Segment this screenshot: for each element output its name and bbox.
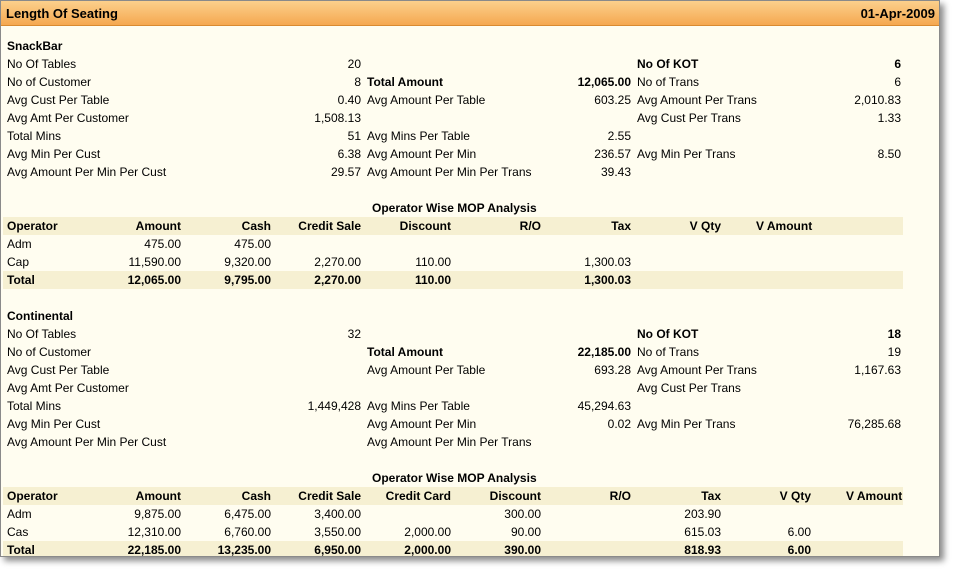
stat-value: 2,010.83 <box>854 93 901 107</box>
cell-amount: 12,065.00 <box>127 273 181 287</box>
col-header-vamount: V Amount <box>756 219 813 233</box>
stat-label: Total Mins <box>7 399 62 413</box>
stat-value: 6.38 <box>337 147 361 161</box>
col-header-vqty: V Qty <box>689 219 721 233</box>
cell-discount: 390.00 <box>504 543 541 557</box>
stat-label: No Of KOT <box>637 57 699 71</box>
cell-discount: 300.00 <box>504 507 541 521</box>
cell-credit-card: 2,000.00 <box>404 543 451 557</box>
stat-value: 6 <box>894 75 901 89</box>
cell-operator: Total <box>7 273 35 287</box>
cell-tax: 818.93 <box>684 543 721 557</box>
stat-label: Total Amount <box>367 75 443 89</box>
col-header-amount: Amount <box>135 219 181 233</box>
stat-label: Avg Min Per Trans <box>637 147 736 161</box>
col-header-ro: R/O <box>519 219 541 233</box>
cell-cash: 13,235.00 <box>217 543 271 557</box>
stat-value: 39.43 <box>600 165 631 179</box>
cell-cash: 9,320.00 <box>224 255 271 269</box>
stat-value: 19 <box>887 345 901 359</box>
stat-value: 236.57 <box>594 147 631 161</box>
stat-label: Avg Amt Per Customer <box>7 381 129 395</box>
stat-label: Avg Amount Per Min Per Trans <box>367 435 532 449</box>
section-title-continental: Continental <box>7 309 73 323</box>
stat-value: 1,508.13 <box>314 111 361 125</box>
col-header-discount: Discount <box>489 489 541 503</box>
stat-label: Avg Cust Per Table <box>7 363 110 377</box>
stat-value: 45,294.63 <box>577 399 631 413</box>
stat-value: 22,185.00 <box>577 345 631 359</box>
stat-value: 2.55 <box>607 129 631 143</box>
mop-title-snackbar: Operator Wise MOP Analysis <box>372 201 537 215</box>
stat-label: No Of Tables <box>7 57 77 71</box>
cell-cash: 6,475.00 <box>224 507 271 521</box>
stat-label: No of Trans <box>637 345 700 359</box>
stat-label: Avg Amount Per Min <box>367 417 477 431</box>
stat-label: Avg Amount Per Min Per Cust <box>7 435 167 449</box>
cell-cash: 9,795.00 <box>224 273 271 287</box>
cell-amount: 22,185.00 <box>127 543 181 557</box>
cell-amount: 11,590.00 <box>128 255 181 269</box>
cell-operator: Cap <box>7 255 30 269</box>
col-header-operator: Operator <box>7 489 58 503</box>
stat-label: Avg Cust Per Trans <box>637 111 741 125</box>
stat-value: 1.33 <box>877 111 901 125</box>
stat-value: 29.57 <box>330 165 361 179</box>
cell-discount: 110.00 <box>415 255 451 269</box>
stat-label: Avg Mins Per Table <box>367 129 470 143</box>
stat-value: 1,167.63 <box>854 363 901 377</box>
col-header-vqty: V Qty <box>779 489 811 503</box>
stat-label: Avg Min Per Trans <box>637 417 736 431</box>
stat-label: Avg Cust Per Table <box>7 93 110 107</box>
stat-label: Avg Min Per Cust <box>7 417 101 431</box>
stat-label: No of Customer <box>7 345 92 359</box>
section-title-snackbar: SnackBar <box>7 39 63 53</box>
stat-label: No Of KOT <box>637 327 699 341</box>
cell-tax: 203.90 <box>684 507 721 521</box>
col-header-tax: Tax <box>701 489 721 503</box>
col-header-credit-sale: Credit Sale <box>298 489 361 503</box>
stat-label: Total Mins <box>7 129 62 143</box>
stat-value: 76,285.68 <box>847 417 901 431</box>
cell-amount: 12,310.00 <box>127 525 181 539</box>
stat-label: Avg Amount Per Min Per Trans <box>367 165 532 179</box>
cell-credit-sale: 3,550.00 <box>314 525 361 539</box>
cell-tax: 615.03 <box>684 525 721 539</box>
stat-label: Avg Cust Per Trans <box>637 381 741 395</box>
cell-credit-card: 2,000.00 <box>404 525 451 539</box>
col-header-discount: Discount <box>399 219 451 233</box>
col-header-cash: Cash <box>241 489 271 503</box>
cell-vqty: 6.00 <box>787 525 811 539</box>
stat-value: 6 <box>894 57 901 71</box>
cell-operator: Adm <box>7 507 32 521</box>
stat-value: 18 <box>887 327 901 341</box>
report-date: 01-Apr-2009 <box>860 6 935 21</box>
col-header-operator: Operator <box>7 219 58 233</box>
stat-value: 12,065.00 <box>577 75 631 89</box>
col-header-vamount: V Amount <box>846 489 903 503</box>
stat-value: 32 <box>347 327 361 341</box>
cell-credit-sale: 2,270.00 <box>314 273 361 287</box>
cell-amount: 475.00 <box>144 237 181 251</box>
cell-operator: Total <box>7 543 35 557</box>
stat-label: Avg Amount Per Min <box>367 147 477 161</box>
cell-cash: 6,760.00 <box>224 525 271 539</box>
stat-label: No of Trans <box>637 75 700 89</box>
cell-credit-sale: 6,950.00 <box>314 543 361 557</box>
stat-value: 51 <box>347 129 361 143</box>
stat-label: Avg Amount Per Trans <box>637 93 757 107</box>
stat-value: 693.28 <box>594 363 631 377</box>
stat-label: Avg Min Per Cust <box>7 147 101 161</box>
stat-label: Avg Amount Per Min Per Cust <box>7 165 167 179</box>
stat-label: Total Amount <box>367 345 443 359</box>
report-header <box>1 1 939 26</box>
cell-amount: 9,875.00 <box>134 507 181 521</box>
cell-operator: Adm <box>7 237 32 251</box>
stat-value: 8 <box>354 75 361 89</box>
stat-value: 0.02 <box>607 417 631 431</box>
stat-label: Avg Amount Per Table <box>367 93 486 107</box>
stat-value: 20 <box>347 57 361 71</box>
stat-value: 1,449,428 <box>307 399 361 413</box>
stat-value: 8.50 <box>877 147 901 161</box>
stat-value: 603.25 <box>594 93 631 107</box>
mop-title-continental: Operator Wise MOP Analysis <box>372 471 537 485</box>
cell-operator: Cas <box>7 525 29 539</box>
stat-value: 0.40 <box>337 93 361 107</box>
col-header-credit-card: Credit Card <box>385 489 451 503</box>
cell-credit-sale: 2,270.00 <box>314 255 361 269</box>
cell-discount: 90.00 <box>510 525 541 539</box>
cell-vqty: 6.00 <box>787 543 811 557</box>
cell-tax: 1,300.03 <box>584 255 631 269</box>
stat-label: Avg Amount Per Trans <box>637 363 757 377</box>
col-header-credit-sale: Credit Sale <box>298 219 361 233</box>
stat-label: Avg Mins Per Table <box>367 399 470 413</box>
cell-credit-sale: 3,400.00 <box>314 507 361 521</box>
cell-cash: 475.00 <box>234 237 271 251</box>
stat-label: No of Customer <box>7 75 92 89</box>
col-header-tax: Tax <box>611 219 631 233</box>
cell-discount: 110.00 <box>414 273 451 287</box>
col-header-cash: Cash <box>241 219 271 233</box>
col-header-amount: Amount <box>135 489 181 503</box>
stat-label: Avg Amount Per Table <box>367 363 486 377</box>
stat-label: Avg Amt Per Customer <box>7 111 129 125</box>
stat-label: No Of Tables <box>7 327 77 341</box>
report-title: Length Of Seating <box>6 6 118 21</box>
cell-tax: 1,300.03 <box>584 273 631 287</box>
col-header-ro: R/O <box>609 489 631 503</box>
